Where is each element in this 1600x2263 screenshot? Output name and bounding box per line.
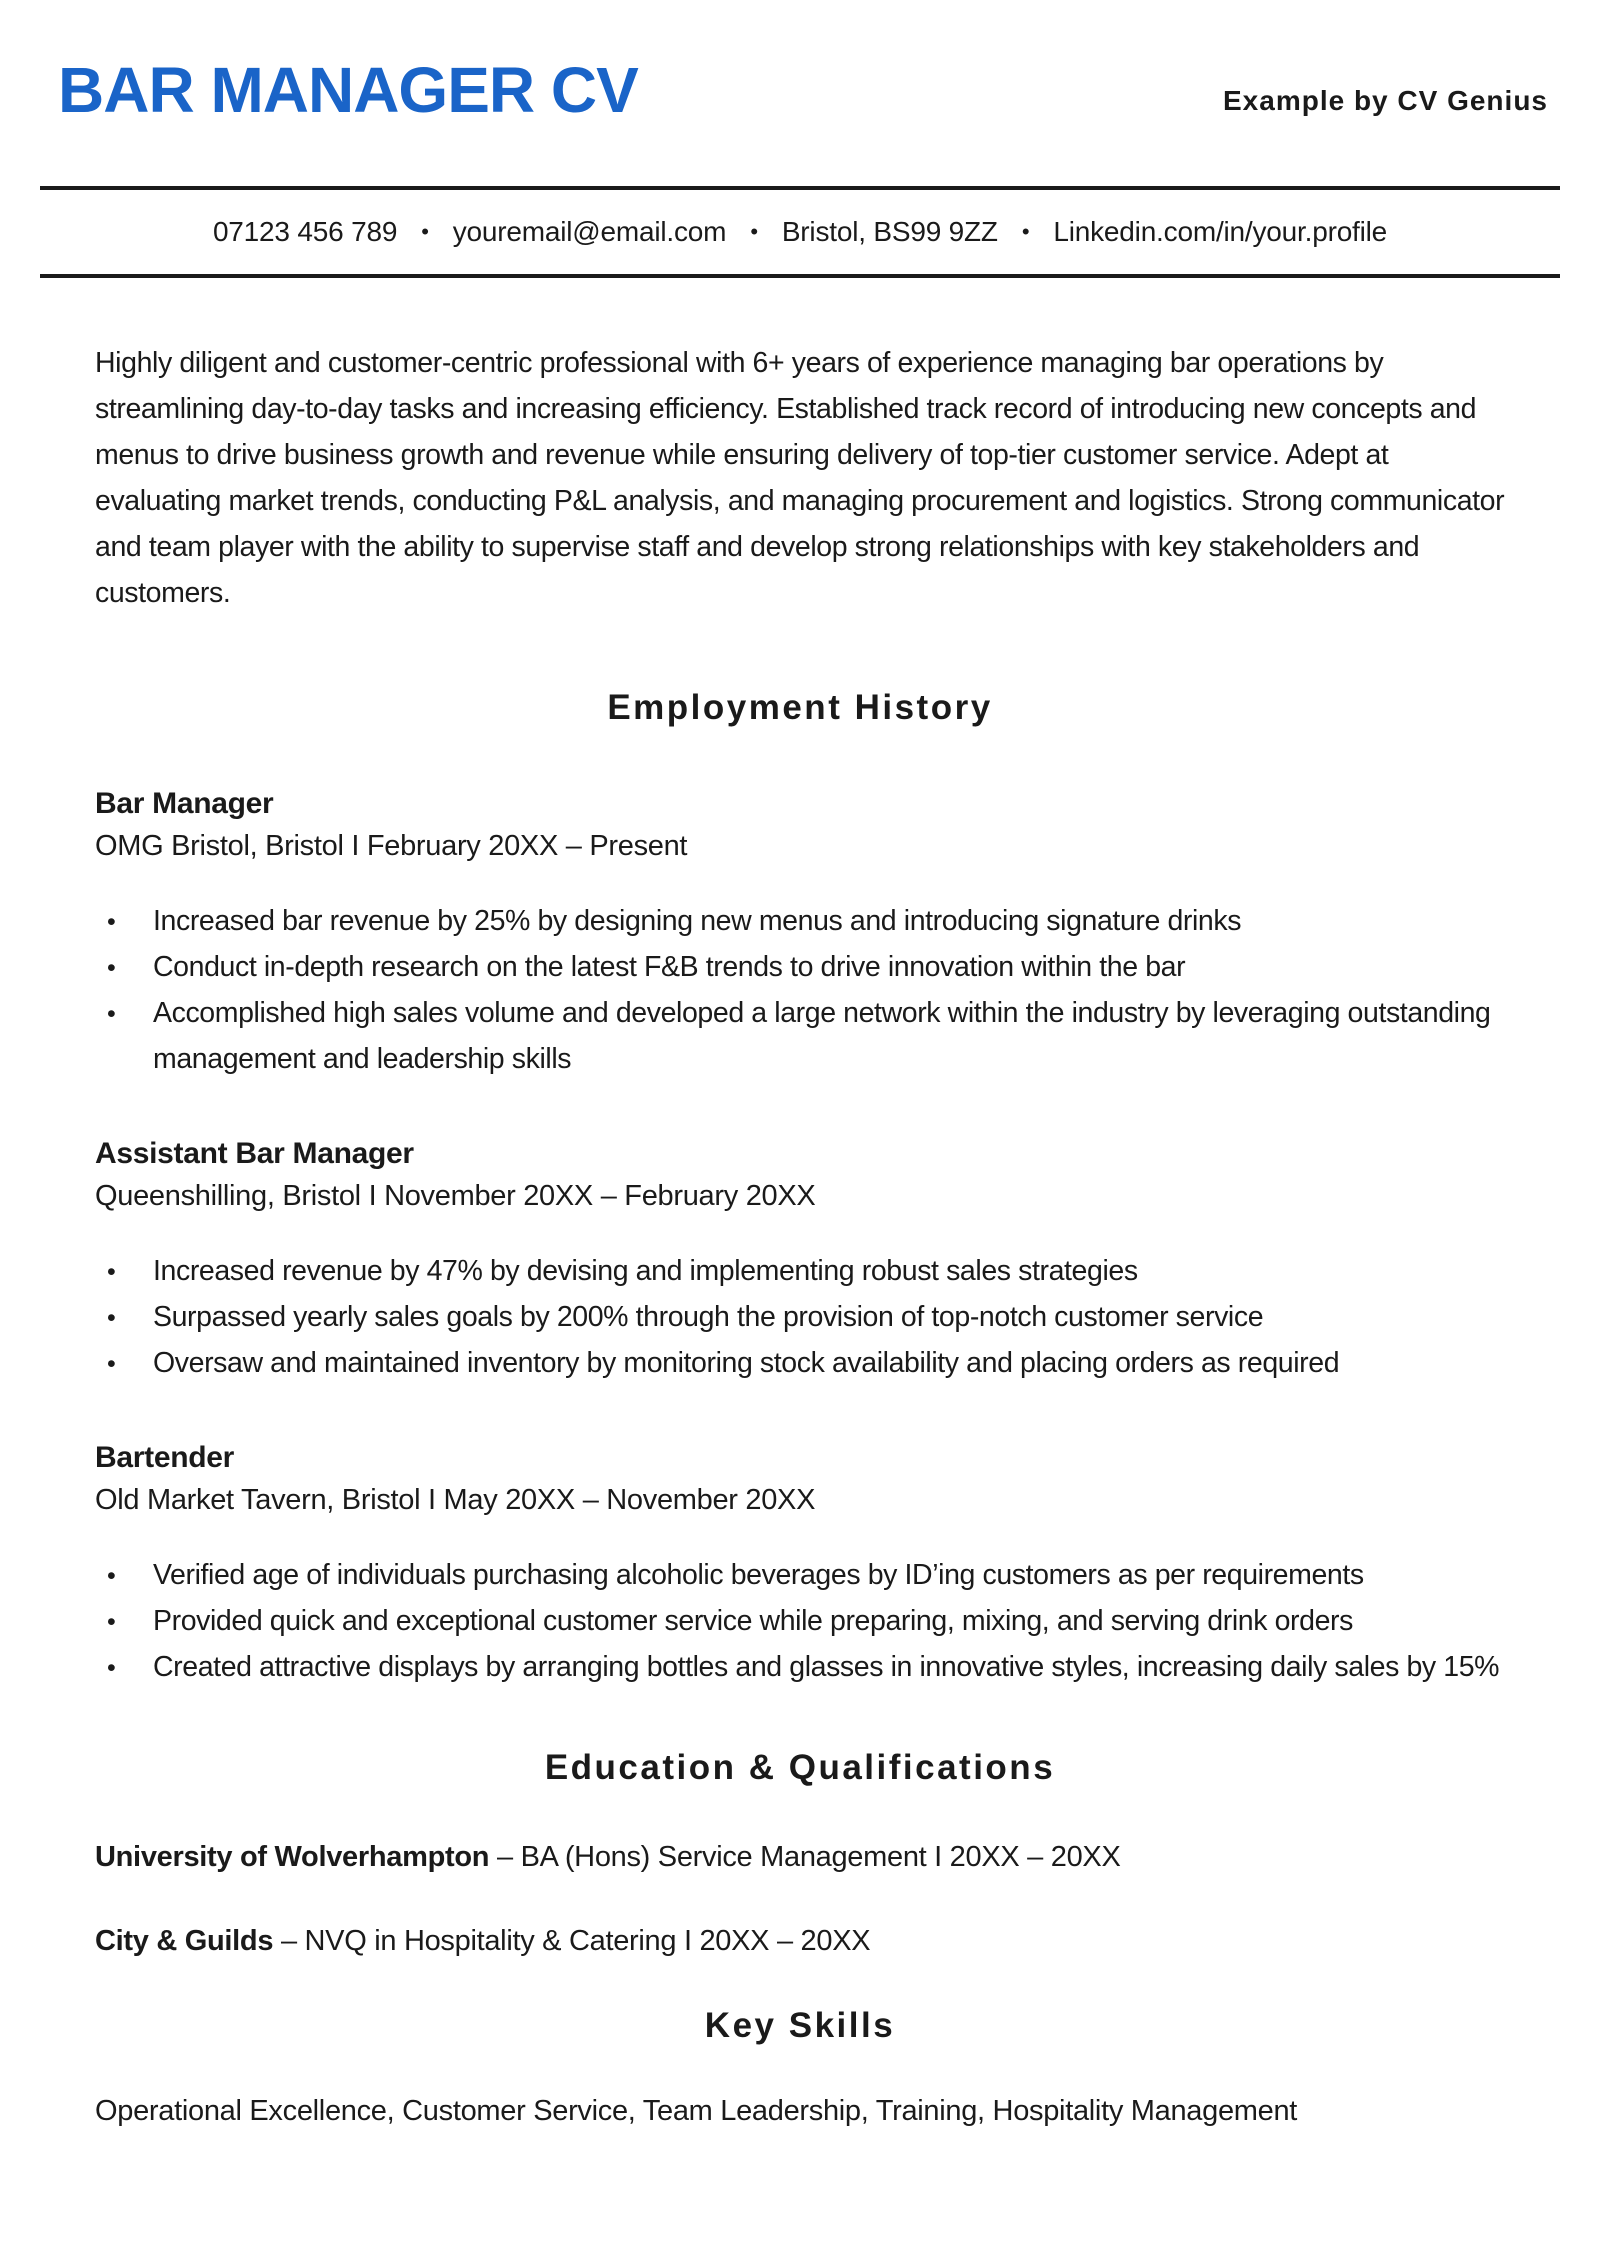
page-title: BAR MANAGER CV — [58, 54, 638, 126]
contact-linkedin: Linkedin.com/in/your.profile — [1053, 216, 1388, 247]
job-title: Bar Manager — [95, 787, 274, 820]
job-bullet-list — [95, 898, 1505, 1082]
job-bullet: • Created attractive displays by arranging bottles and glasses in innovative styles, increasing daily sales by 15% — [153, 1644, 1505, 1690]
section-heading-key-skills: Key Skills — [704, 2006, 896, 2045]
education-details: – BA (Hons) Service Management I 20XX – 20XX — [496, 1841, 1121, 1873]
job-entry-assistant-bar-manager — [95, 1136, 1505, 1386]
byline: Example by CV Genius — [1223, 85, 1548, 116]
job-entry-bar-manager — [95, 786, 1505, 1082]
education-institution: University of Wolverhampton — [95, 1841, 490, 1873]
contact-divider — [40, 274, 1560, 278]
job-entry-bartender — [95, 1440, 1505, 1690]
job-bullet: • Oversaw and maintained inventory by monitoring stock availability and placing orders as required — [153, 1340, 1505, 1386]
contact-bar — [0, 190, 1600, 274]
bullet-separator: • — [1021, 219, 1030, 244]
bullet-separator: • — [750, 219, 758, 244]
professional-summary: Highly diligent and customer-centric professional with 6+ years of experience managing bar operations by streamlining day-to-day tasks and increasing efficiency. Established track record of introducing new concepts and menus to drive business growth and revenue while ensuring delivery of top-tier customer service. Adept at evaluating market trends, conducting P&L analysis, and managing procurement and logistics. Strong communicator and team player with the ability to supervise staff and develop strong relationships with key stakeholders and customers. — [95, 347, 1505, 609]
job-bullet: • Conduct in-depth research on the latest F&B trends to drive innovation within the bar — [153, 944, 1505, 990]
contact-phone: 07123 456 789 — [212, 216, 398, 247]
education-institution: City & Guilds — [95, 1925, 274, 1957]
header — [0, 0, 1600, 124]
job-bullet-list — [95, 1552, 1505, 1690]
job-bullet: • Increased revenue by 47% by devising and implementing robust sales strategies — [153, 1248, 1505, 1294]
job-meta: Old Market Tavern, Bristol I May 20XX – November 20XX — [95, 1484, 816, 1516]
education-entry — [95, 1838, 1505, 1876]
job-bullet: • Provided quick and exceptional customer service while preparing, mixing, and serving drink orders — [153, 1598, 1505, 1644]
education-entry — [95, 1922, 1505, 1960]
section-heading-education: Education & Qualifications — [544, 1748, 1056, 1787]
key-skills-list: Operational Excellence, Customer Service, Team Leadership, Training, Hospitality Management — [95, 2095, 1298, 2127]
job-bullet: • Surpassed yearly sales goals by 200% through the provision of top-notch customer service — [153, 1294, 1505, 1340]
job-meta: OMG Bristol, Bristol I February 20XX – Present — [95, 830, 688, 862]
job-title: Bartender — [95, 1441, 235, 1474]
job-meta: Queenshilling, Bristol I November 20XX – February 20XX — [95, 1180, 816, 1212]
education-details: – NVQ in Hospitality & Catering I 20XX – 20XX — [280, 1925, 871, 1957]
bullet-separator: • — [421, 219, 429, 244]
job-bullet: • Verified age of individuals purchasing alcoholic beverages by ID’ing customers as per requirements — [153, 1552, 1505, 1598]
contact-location: Bristol, BS99 9ZZ — [781, 216, 998, 247]
job-bullet-list — [95, 1248, 1505, 1386]
job-bullet: • Accomplished high sales volume and developed a large network within the industry by leveraging outstanding management and leadership skills — [153, 990, 1505, 1082]
job-bullet: • Increased bar revenue by 25% by designing new menus and introducing signature drinks — [153, 898, 1505, 944]
section-heading-employment: Employment History — [607, 688, 993, 727]
job-title: Assistant Bar Manager — [95, 1137, 414, 1170]
contact-email: youremail@email.com — [452, 216, 727, 247]
